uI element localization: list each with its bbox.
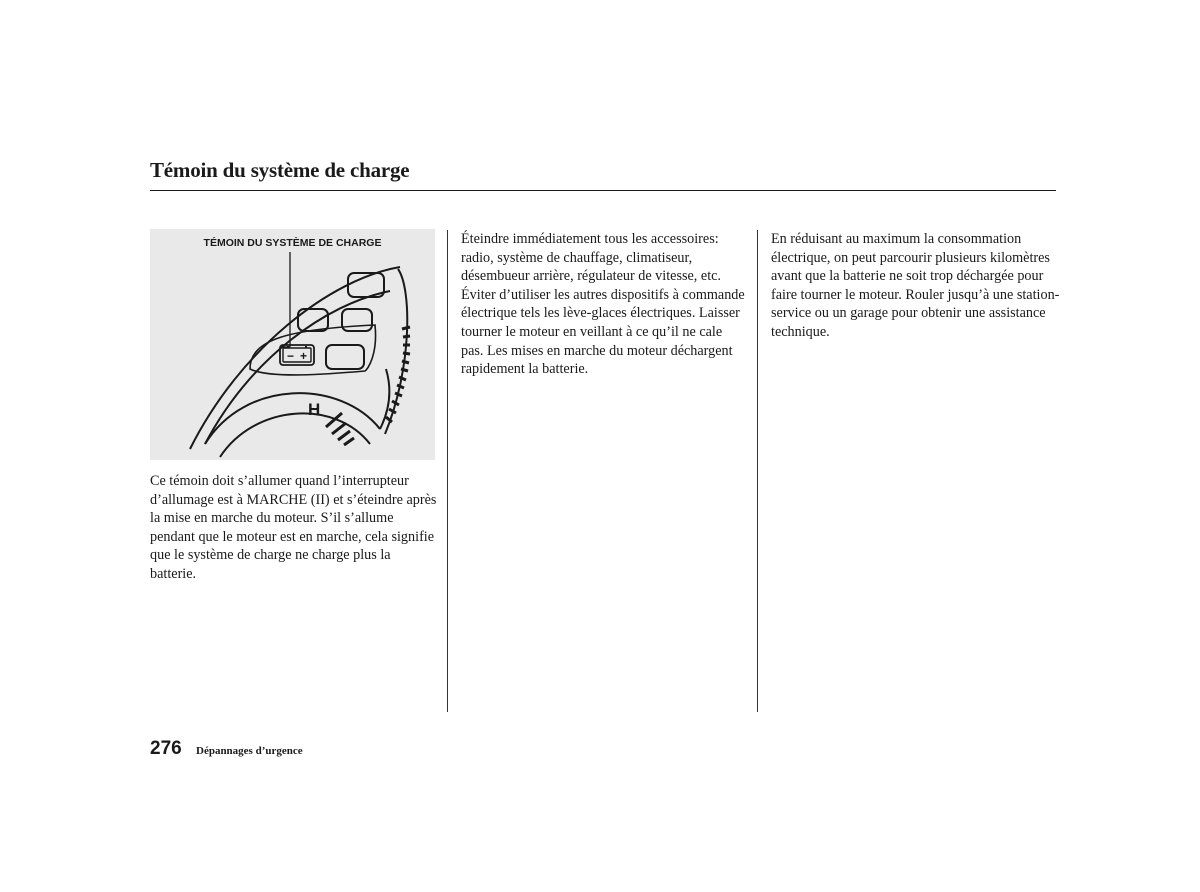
- section-name: Dépannages d’urgence: [196, 745, 303, 757]
- charging-warning-figure: [150, 229, 435, 460]
- column-divider-2: [757, 230, 758, 712]
- figure-label: TÉMOIN DU SYSTÈME DE CHARGE: [203, 237, 382, 249]
- battery-minus-icon: −: [287, 349, 295, 363]
- middle-column-text: Éteindre immédiatement tous les accessoires: radio, système de chauffage, climatiseur, désembueur arrière, régulateur de vitesse, etc. Éviter d’utiliser les autres dispositifs à commande électrique tels les lève-glaces électriques. Laisser tourner le moteur en veillant à ce qu’il ne cale pas. Les mises en marche du moteur déchargent rapidement la batterie.: [461, 231, 745, 378]
- page-number: 276: [150, 738, 182, 759]
- column-divider-1: [447, 230, 448, 712]
- right-column-text: En réduisant au maximum la consommation électrique, on peut parcourir plusieurs kilomètres avant que la batterie ne soit trop déchargée pour faire tourner le moteur. Rouler jusqu’à une station-service ou un garage pour obtenir une assistance technique.: [771, 231, 1060, 340]
- title-rule: [150, 190, 1056, 191]
- page-title: Témoin du système de charge: [150, 158, 410, 182]
- gauge-h-label: H: [308, 400, 321, 419]
- battery-plus-icon: +: [300, 349, 308, 363]
- instrument-panel-illustration: [150, 229, 435, 460]
- left-column-text: Ce témoin doit s’allumer quand l’interrupteur d’allumage est à MARCHE (II) et s’éteindre après la mise en marche du moteur. S’il s’allume pendant que le moteur est en marche, cela signifie que le système de charge ne charge plus la batterie.: [150, 473, 437, 582]
